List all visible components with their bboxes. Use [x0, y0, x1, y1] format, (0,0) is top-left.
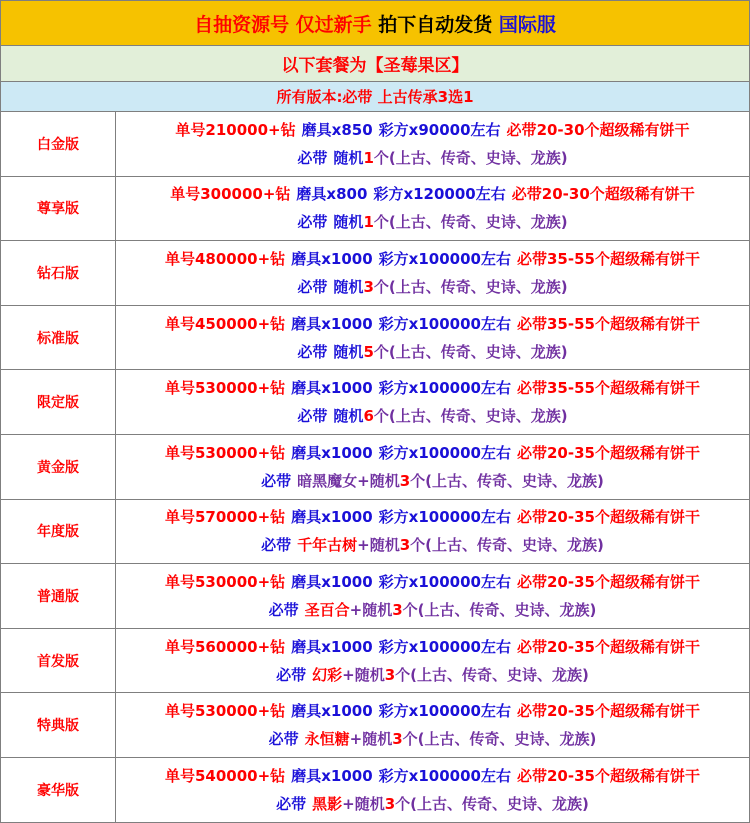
random-suffix: 个(上古、传奇、史诗、龙族) — [373, 407, 568, 426]
must-range-prefix: 必带 — [516, 249, 547, 268]
edition-name: 普通版 — [1, 564, 116, 628]
must-label: 必带 — [276, 665, 307, 684]
candy-label: 彩方 — [378, 249, 409, 268]
random-prefix: 随机 — [333, 407, 364, 426]
must-range-prefix: 必带 — [516, 766, 547, 785]
random-suffix: 个(上古、传奇、史诗、龙族) — [373, 342, 568, 361]
tools-label: 磨具 — [291, 702, 322, 721]
plus-random: +随机 — [357, 536, 400, 555]
random-suffix: 个(上古、传奇、史诗、龙族) — [402, 600, 597, 619]
plus-random: +随机 — [342, 665, 385, 684]
edition-name: 黄金版 — [1, 435, 116, 499]
table-row — [1, 177, 749, 242]
details-line-1 — [175, 116, 689, 144]
random-suffix: 个(上古、传奇、史诗、龙族) — [395, 794, 589, 813]
table-row — [1, 435, 749, 500]
must-label: 必带 — [297, 342, 328, 361]
random-count: 6 — [363, 407, 374, 426]
must-range-prefix: 必带 — [516, 314, 547, 333]
must-label: 必带 — [297, 277, 328, 296]
must-range-suffix: 个超级稀有饼干 — [594, 572, 700, 591]
table-row — [1, 112, 749, 177]
tools-value: x1000 — [321, 572, 373, 591]
must-range-prefix: 必带 — [511, 185, 542, 204]
edition-details — [116, 370, 749, 434]
must-range-suffix: 个超级稀有饼干 — [594, 443, 700, 462]
random-count: 1 — [363, 148, 374, 167]
random-count: 3 — [399, 536, 411, 555]
details-line-1 — [165, 310, 700, 338]
candy-label: 彩方 — [373, 185, 404, 204]
edition-details — [116, 112, 749, 176]
edition-name: 年度版 — [1, 500, 116, 564]
tools-value: x1000 — [321, 766, 373, 785]
random-count: 3 — [392, 730, 403, 749]
must-label: 必带 — [297, 407, 328, 426]
diamonds: 单号530000+钻 — [164, 379, 286, 398]
must-range-suffix: 个超级稀有饼干 — [594, 766, 700, 785]
tools-value: x1000 — [321, 508, 373, 527]
edition-details — [116, 758, 749, 822]
random-count: 3 — [399, 471, 411, 490]
must-label: 必带 — [297, 148, 328, 167]
must-range: 20-35 — [547, 702, 595, 721]
diamonds: 单号530000+钻 — [164, 443, 286, 462]
table-row — [1, 564, 749, 629]
candy-value: x120000 — [403, 185, 476, 204]
details-line-1 — [165, 374, 700, 402]
title-part-1: 自抽资源号 仅过新手 — [194, 13, 372, 36]
tools-value: x1000 — [321, 702, 373, 721]
tools-label: 磨具 — [291, 443, 322, 462]
details-line-1 — [165, 503, 700, 531]
must-character: 暗黑魔女 — [297, 471, 358, 490]
around-text: 左右 — [480, 637, 511, 656]
random-prefix: 随机 — [333, 277, 364, 296]
must-character: 永恒糖 — [304, 730, 350, 749]
details-line-1 — [165, 245, 700, 273]
must-range-suffix: 个超级稀有饼干 — [594, 249, 700, 268]
edition-name: 标准版 — [1, 306, 116, 370]
details-line-2 — [261, 467, 604, 495]
tools-label: 磨具 — [296, 185, 327, 204]
table-row — [1, 370, 749, 435]
details-line-1 — [165, 762, 700, 790]
details-line-2 — [276, 661, 589, 689]
tools-value: x1000 — [321, 637, 373, 656]
details-line-2 — [297, 338, 567, 366]
table-row — [1, 693, 749, 758]
random-prefix: 随机 — [333, 213, 364, 232]
candy-label: 彩方 — [378, 379, 409, 398]
around-text: 左右 — [480, 702, 511, 721]
title-part-3: 国际服 — [498, 13, 556, 36]
random-count: 3 — [392, 600, 403, 619]
around-text: 左右 — [480, 766, 511, 785]
must-range-prefix: 必带 — [516, 443, 547, 462]
must-range: 20-35 — [547, 637, 595, 656]
details-line-2 — [297, 402, 567, 430]
details-line-1 — [170, 180, 695, 208]
details-line-2 — [297, 144, 567, 172]
must-label: 必带 — [261, 536, 292, 555]
candy-label: 彩方 — [378, 120, 409, 139]
edition-details — [116, 177, 749, 241]
must-character: 黑影 — [312, 794, 343, 813]
must-label: 必带 — [268, 600, 299, 619]
random-suffix: 个(上古、传奇、史诗、龙族) — [410, 536, 604, 555]
table-row — [1, 629, 749, 694]
around-text: 左右 — [480, 508, 511, 527]
all-editions-note: 所有版本:必带 上古传承3选1 — [1, 82, 749, 112]
must-character: 圣百合 — [304, 600, 350, 619]
edition-details — [116, 500, 749, 564]
table-row — [1, 241, 749, 306]
random-suffix: 个(上古、传奇、史诗、龙族) — [373, 148, 568, 167]
must-label: 必带 — [297, 213, 328, 232]
must-range: 35-55 — [547, 249, 595, 268]
candy-value: x100000 — [408, 702, 481, 721]
details-line-2 — [261, 531, 604, 559]
random-suffix: 个(上古、传奇、史诗、龙族) — [402, 730, 597, 749]
details-line-2 — [297, 273, 567, 301]
details-line-2 — [269, 596, 597, 624]
plus-random: +随机 — [349, 600, 393, 619]
candy-value: x100000 — [408, 637, 481, 656]
must-range-suffix: 个超级稀有饼干 — [584, 120, 690, 139]
candy-value: x100000 — [408, 314, 481, 333]
around-text: 左右 — [480, 572, 511, 591]
diamonds: 单号450000+钻 — [164, 314, 286, 333]
candy-value: x100000 — [408, 443, 481, 462]
must-range-suffix: 个超级稀有饼干 — [594, 314, 700, 333]
random-suffix: 个(上古、传奇、史诗、龙族) — [395, 665, 589, 684]
random-count: 3 — [363, 277, 374, 296]
random-suffix: 个(上古、传奇、史诗、龙族) — [373, 277, 568, 296]
around-text: 左右 — [480, 314, 511, 333]
candy-label: 彩方 — [378, 637, 409, 656]
must-character: 幻彩 — [312, 665, 343, 684]
diamonds: 单号540000+钻 — [164, 766, 286, 785]
must-range-suffix: 个超级稀有饼干 — [594, 508, 700, 527]
around-text: 左右 — [480, 249, 511, 268]
around-text: 左右 — [480, 443, 511, 462]
must-range-suffix: 个超级稀有饼干 — [594, 637, 700, 656]
must-label: 必带 — [276, 794, 307, 813]
must-range-suffix: 个超级稀有饼干 — [589, 185, 695, 204]
candy-value: x100000 — [408, 379, 481, 398]
around-text: 左右 — [470, 120, 501, 139]
edition-details — [116, 564, 749, 628]
must-range-prefix: 必带 — [516, 572, 547, 591]
candy-label: 彩方 — [378, 443, 409, 462]
details-line-1 — [165, 568, 700, 596]
must-range-prefix: 必带 — [516, 379, 547, 398]
must-range-suffix: 个超级稀有饼干 — [594, 702, 700, 721]
random-count: 1 — [363, 213, 374, 232]
tools-label: 磨具 — [301, 120, 332, 139]
candy-label: 彩方 — [378, 508, 409, 527]
title-part-2: 拍下自动发货 — [371, 13, 499, 36]
tools-value: x1000 — [321, 379, 373, 398]
edition-details — [116, 629, 749, 693]
candy-label: 彩方 — [378, 572, 409, 591]
diamonds: 单号300000+钻 — [170, 185, 291, 204]
tools-label: 磨具 — [291, 314, 322, 333]
tools-value: x1000 — [321, 314, 373, 333]
tools-label: 磨具 — [291, 766, 322, 785]
must-label: 必带 — [268, 730, 299, 749]
edition-details — [116, 435, 749, 499]
must-range: 20-35 — [547, 508, 595, 527]
plus-random: +随机 — [342, 794, 385, 813]
candy-label: 彩方 — [378, 702, 409, 721]
diamonds: 单号560000+钻 — [164, 637, 286, 656]
diamonds: 单号210000+钻 — [175, 120, 296, 139]
must-range-prefix: 必带 — [516, 702, 547, 721]
must-range: 35-55 — [547, 314, 595, 333]
tools-label: 磨具 — [291, 637, 322, 656]
must-character: 千年古树 — [297, 536, 358, 555]
title-banner — [1, 1, 749, 46]
must-range: 20-35 — [547, 443, 595, 462]
server-banner: 以下套餐为【圣莓果区】 — [1, 46, 749, 82]
details-line-2 — [297, 208, 567, 236]
edition-name: 特典版 — [1, 693, 116, 757]
edition-name: 首发版 — [1, 629, 116, 693]
candy-value: x100000 — [408, 766, 481, 785]
edition-details — [116, 241, 749, 305]
edition-details — [116, 693, 749, 757]
around-text: 左右 — [480, 379, 511, 398]
tools-value: x1000 — [321, 249, 373, 268]
edition-rows — [1, 112, 749, 823]
random-prefix: 随机 — [333, 148, 364, 167]
must-range-prefix: 必带 — [516, 508, 547, 527]
table-row — [1, 500, 749, 565]
edition-name: 豪华版 — [1, 758, 116, 822]
random-count: 5 — [363, 342, 374, 361]
must-range-suffix: 个超级稀有饼干 — [594, 379, 700, 398]
candy-value: x90000 — [408, 120, 471, 139]
diamonds: 单号530000+钻 — [164, 702, 286, 721]
edition-details — [116, 306, 749, 370]
candy-value: x100000 — [408, 572, 481, 591]
details-line-2 — [276, 790, 589, 818]
details-line-1 — [165, 697, 700, 725]
edition-name: 白金版 — [1, 112, 116, 176]
random-prefix: 随机 — [333, 342, 364, 361]
must-range: 20-30 — [536, 120, 585, 139]
candy-value: x100000 — [408, 249, 481, 268]
tools-label: 磨具 — [291, 572, 322, 591]
table-row — [1, 758, 749, 823]
plus-random: +随机 — [357, 471, 400, 490]
must-range-prefix: 必带 — [506, 120, 537, 139]
plus-random: +随机 — [349, 730, 393, 749]
must-range: 35-55 — [547, 379, 595, 398]
candy-label: 彩方 — [378, 314, 409, 333]
tools-value: x1000 — [321, 443, 373, 462]
tools-label: 磨具 — [291, 249, 322, 268]
details-line-2 — [269, 725, 597, 753]
tools-value: x850 — [331, 120, 373, 139]
random-suffix: 个(上古、传奇、史诗、龙族) — [410, 471, 604, 490]
edition-name: 限定版 — [1, 370, 116, 434]
edition-name: 钻石版 — [1, 241, 116, 305]
details-line-1 — [165, 633, 700, 661]
around-text: 左右 — [475, 185, 506, 204]
must-range-prefix: 必带 — [516, 637, 547, 656]
diamonds: 单号570000+钻 — [164, 508, 286, 527]
details-line-1 — [165, 439, 700, 467]
diamonds: 单号530000+钻 — [164, 572, 286, 591]
random-count: 3 — [384, 665, 396, 684]
random-suffix: 个(上古、传奇、史诗、龙族) — [373, 213, 568, 232]
must-range: 20-30 — [541, 185, 590, 204]
edition-name: 尊享版 — [1, 177, 116, 241]
candy-value: x100000 — [408, 508, 481, 527]
table-row — [1, 306, 749, 371]
must-label: 必带 — [261, 471, 292, 490]
tools-label: 磨具 — [291, 379, 322, 398]
candy-label: 彩方 — [378, 766, 409, 785]
diamonds: 单号480000+钻 — [164, 249, 286, 268]
must-range: 20-35 — [547, 572, 595, 591]
random-count: 3 — [384, 794, 396, 813]
tools-label: 磨具 — [291, 508, 322, 527]
tools-value: x800 — [326, 185, 368, 204]
must-range: 20-35 — [547, 766, 595, 785]
